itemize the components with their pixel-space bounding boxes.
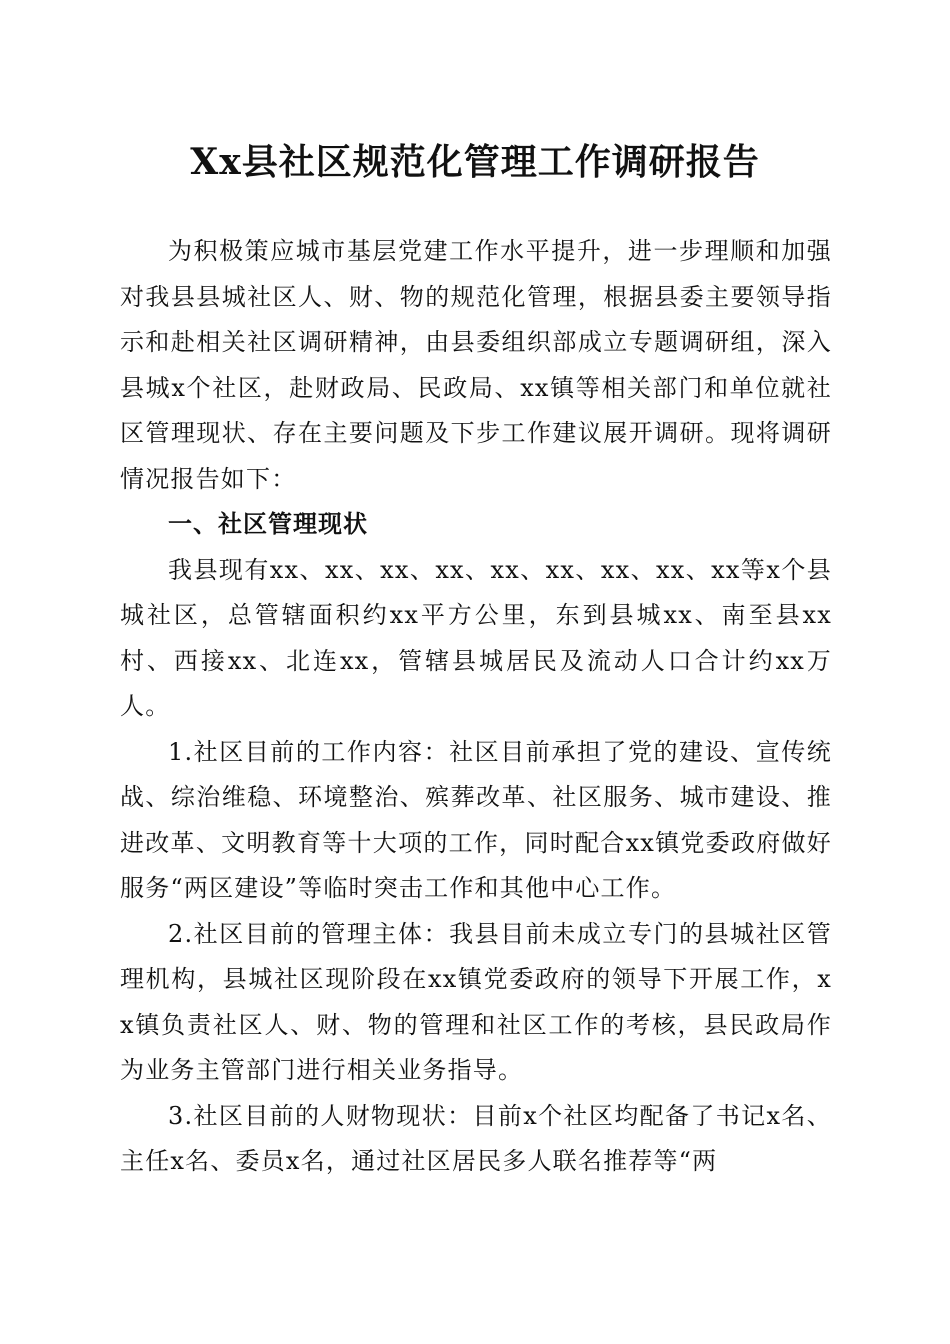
overview-paragraph: 我县现有xx、xx、xx、xx、xx、xx、xx、xx、xx等x个县城社区，总管辖面积约xx平方公里，东到县城xx、南至县xx村、西接xx、北连xx，管辖县城居民及流动人口合计约xx万人。 xyxy=(120,555,832,720)
intro-paragraph: 为积极策应城市基层党建工作水平提升，进一步理顺和加强对我县县城社区人、财、物的规范化管理，根据县委主要领导指示和赴相关社区调研精神，由县委组织部成立专题调研组，深入县城x个社区，赴财政局、民政局、xx镇等相关部门和单位就社区管理现状、存在主要问题及下步工作建议展开调研。现将调研情况报告如下： xyxy=(120,237,832,493)
resources-paragraph: 3.社区目前的人财物现状：目前x个社区均配备了书记x名、主任x名、委员x名，通过社区居民多人联名推荐等“两 xyxy=(120,1101,832,1175)
management-subject-paragraph: 2.社区目前的管理主体：我县目前未成立专门的县城社区管理机构，县城社区现阶段在xx镇党委政府的领导下开展工作，xx镇负责社区人、财、物的管理和社区工作的考核，县民政局作为业务主管部门进行相关业务指导。 xyxy=(120,919,832,1084)
section-heading-1: 一、社区管理现状 xyxy=(168,510,368,538)
work-content-paragraph: 1.社区目前的工作内容：社区目前承担了党的建设、宣传统战、综治维稳、环境整治、殡葬改革、社区服务、城市建设、推进改革、文明教育等十大项的工作，同时配合xx镇党委政府做好服务“两区建设”等临时突击工作和其他中心工作。 xyxy=(120,737,832,902)
document-title: Xx县社区规范化管理工作调研报告 xyxy=(190,141,760,183)
document-body xyxy=(120,229,832,1185)
